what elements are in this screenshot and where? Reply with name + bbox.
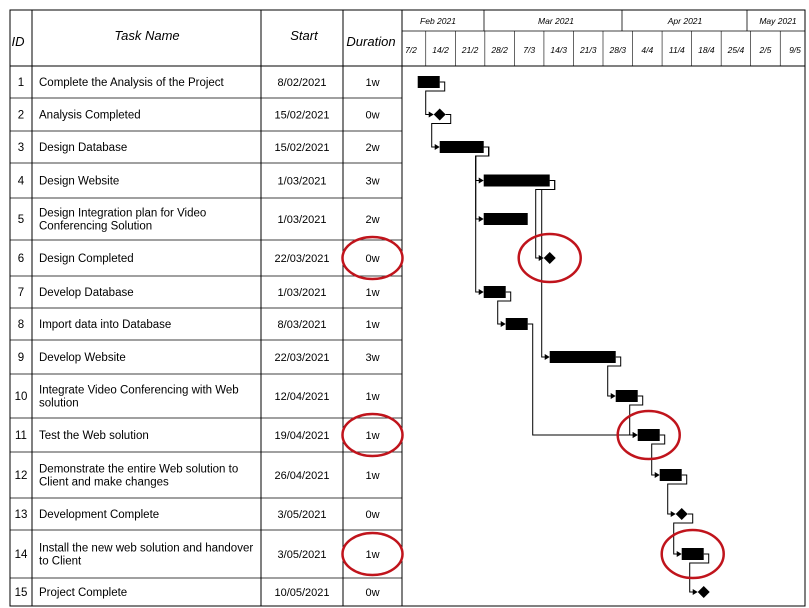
task-bar [484,213,528,225]
task-start: 26/04/2021 [274,470,330,482]
week-label: 21/2 [461,45,479,55]
task-id: 3 [17,142,25,154]
table-row [15,509,380,521]
task-duration: 3w [365,352,380,364]
task-name: Demonstrate the entire Web solution to Client and make changes [39,463,239,489]
task-id: 4 [17,175,25,188]
task-id: 14 [14,549,28,561]
task-duration: 1w [365,549,380,561]
task-start: 12/04/2021 [274,391,330,403]
task-start: 19/04/2021 [274,430,330,442]
week-label: 18/4 [698,45,715,55]
table-row [18,319,380,331]
arrow-head [677,551,682,557]
week-label: 25/4 [727,45,745,55]
column-header-duration: Duration [346,34,396,49]
task-bar [682,548,704,560]
task-bar [484,175,550,187]
task-start: 1/03/2021 [277,214,327,226]
task-id: 7 [17,287,25,299]
column-header-start: Start [290,28,318,43]
task-rows [15,77,380,599]
month-label: Feb 2021 [420,16,456,26]
task-start: 15/02/2021 [274,109,330,122]
task-id: 15 [14,587,28,599]
task-bar [638,429,660,441]
milestone-diamond [434,109,446,121]
arrow-head [545,354,550,360]
task-duration: 0w [365,253,380,265]
task-name: Develop Website [39,352,126,364]
task-name: Project Complete [39,587,128,599]
arrow-head [479,178,484,184]
task-bar [484,286,506,298]
task-duration: 1w [365,287,380,299]
task-bar [418,76,440,88]
column-header-task-name: Task Name [114,28,180,43]
task-bar [550,351,616,363]
task-duration: 2w [365,214,380,226]
table-row [18,352,380,364]
task-duration: 0w [365,509,380,521]
task-duration: 1w [365,77,380,89]
task-bar [440,141,484,153]
task-name: Design Completed [39,253,134,265]
task-id: 13 [14,509,28,521]
task-start: 22/03/2021 [274,352,330,364]
week-label: 28/2 [491,45,508,55]
dependency-arrow [536,181,555,259]
column-header-id: ID [11,34,25,49]
task-id: 5 [17,214,25,226]
task-start: 10/05/2021 [274,587,330,599]
dependency-arrow [542,181,555,358]
week-label: 2/5 [759,45,772,55]
arrow-head [633,432,638,438]
milestone-diamond [676,508,688,520]
week-label: 14/3 [550,45,567,55]
milestone-diamond [698,586,710,598]
task-start: 1/03/2021 [277,287,327,299]
table-row [15,430,380,442]
task-duration: 3w [365,175,380,188]
arrow-head [655,472,660,478]
task-name: Analysis Completed [39,109,141,122]
task-id: 12 [14,470,28,482]
arrow-head [671,511,676,517]
month-label: Mar 2021 [538,16,574,26]
dependency-arrows [426,82,709,595]
task-start: 1/03/2021 [277,175,327,188]
task-duration: 0w [365,109,380,122]
task-start: 8/03/2021 [277,319,327,331]
table-row [18,142,380,154]
table-row [18,208,380,233]
task-id: 6 [17,253,25,265]
task-bar [506,318,528,330]
task-start: 3/05/2021 [277,509,327,521]
table-header [12,16,802,55]
week-label: 14/2 [432,45,449,55]
week-label: 7/2 [405,45,417,55]
week-label: 9/5 [789,45,801,55]
task-duration: 1w [365,391,380,403]
task-id: 10 [14,391,28,403]
arrow-head [435,144,440,150]
table-row [15,587,380,599]
task-name: Design Website [39,175,120,188]
week-label: 7/3 [523,45,536,55]
week-label: 21/3 [579,45,597,55]
week-label: 4/4 [641,45,654,55]
table-row [18,110,380,122]
dependency-arrow [528,324,637,435]
month-label: May 2021 [759,16,797,26]
task-start: 15/02/2021 [274,142,330,154]
week-label: 11/4 [668,45,685,55]
task-duration: 1w [365,430,380,442]
task-name: Development Complete [39,509,160,521]
arrow-head [479,289,484,295]
table-row [18,77,380,89]
task-id: 9 [17,352,25,364]
table-row [15,464,380,489]
table-row [15,543,380,568]
task-bar [616,390,638,402]
table-row [18,287,380,299]
arrow-head [429,112,434,118]
task-id: 2 [17,109,25,122]
task-name: Integrate Video Conferencing with Web solution [39,384,239,410]
task-duration: 1w [365,319,380,331]
task-duration: 2w [365,142,380,154]
week-label: 28/3 [609,45,627,55]
task-id: 8 [17,319,25,331]
task-duration: 0w [365,587,380,599]
task-bar [660,469,682,481]
arrow-head [501,321,506,327]
task-bars [418,76,710,598]
task-id: 11 [15,430,27,442]
arrow-head [693,589,698,595]
table-row [18,253,380,265]
task-start: 22/03/2021 [274,253,330,265]
arrow-head [611,393,616,399]
task-id: 1 [17,77,25,89]
arrow-head [479,216,484,222]
table-row [15,385,380,410]
table-row [18,176,380,188]
task-name: Install the new web solution and handover to Client [39,542,254,568]
task-duration: 1w [365,470,380,482]
task-name: Design Integration plan for Video Conferencing Solution [39,207,207,233]
task-name: Design Database [39,142,128,154]
task-name: Complete the Analysis of the Project [39,77,224,89]
task-start: 3/05/2021 [277,549,327,561]
task-name: Test the Web solution [39,430,149,442]
month-label: Apr 2021 [667,16,703,26]
task-name: Develop Database [39,287,134,299]
task-start: 8/02/2021 [277,77,327,89]
milestone-diamond [544,252,556,264]
task-name: Import data into Database [39,319,172,331]
